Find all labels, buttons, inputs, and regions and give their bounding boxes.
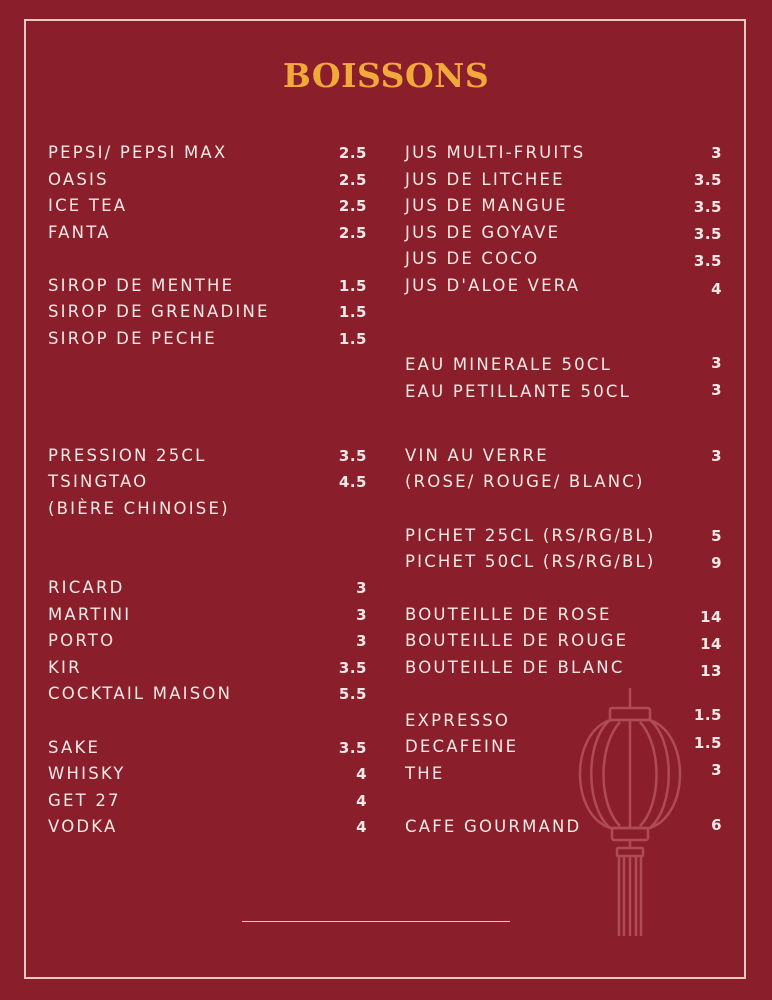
menu-item-name: JUS D'ALOE VERA: [405, 276, 581, 295]
menu-item-price: 5: [711, 527, 722, 545]
menu-item-price: 4: [711, 280, 722, 298]
menu-item-name: TSINGTAO: [48, 472, 149, 491]
menu-item-price: 5.5: [338, 685, 367, 703]
menu-item-price: 14: [700, 608, 722, 626]
menu-item-name: JUS DE COCO: [405, 249, 540, 268]
menu-item-price: 3: [356, 606, 367, 624]
menu-item-name: GET 27: [48, 791, 121, 810]
menu-item-price: 3: [711, 144, 722, 162]
menu-item-price: 1.5: [338, 277, 367, 295]
menu-item-price: 2.5: [338, 144, 367, 162]
menu-item-price: 1.5: [693, 706, 722, 724]
menu-item-name: PEPSI/ PEPSI MAX: [48, 143, 228, 162]
menu-item-price: 1.5: [338, 330, 367, 348]
menu-item-price: 3: [711, 761, 722, 779]
menu-item-price: 4: [356, 792, 367, 810]
menu-item-name: SIROP DE MENTHE: [48, 276, 235, 295]
menu-item-name: BOUTEILLE DE ROSE: [405, 605, 612, 624]
menu-item-name: COCKTAIL MAISON: [48, 684, 233, 703]
menu-item-price: 3: [356, 579, 367, 597]
menu-item-price: 2.5: [338, 224, 367, 242]
menu-item-name: DECAFEINE: [405, 737, 519, 756]
menu-item-price: 4.5: [338, 473, 367, 491]
menu-item-name: OASIS: [48, 170, 109, 189]
menu-item-price: 3: [711, 381, 722, 399]
menu-item-price: 1.5: [693, 734, 722, 752]
menu-item-price: 13: [700, 662, 722, 680]
footer-divider: [242, 921, 510, 922]
menu-item-price: 3.5: [693, 252, 722, 270]
menu-item-name: WHISKY: [48, 764, 126, 783]
menu-item-name: EAU MINERALE 50CL: [405, 355, 612, 374]
menu-item-price: 9: [711, 554, 722, 572]
menu-item-name: MARTINI: [48, 605, 132, 624]
menu-item-price: 3: [711, 447, 722, 465]
menu-item-name: SIROP DE PECHE: [48, 329, 217, 348]
menu-item-price: 2.5: [338, 171, 367, 189]
menu-item-name: BOUTEILLE DE BLANC: [405, 658, 625, 677]
menu-item-name: KIR: [48, 658, 82, 677]
menu-item-name: JUS DE LITCHEE: [405, 170, 565, 189]
menu-item-price: 3.5: [338, 659, 367, 677]
menu-item-name: VODKA: [48, 817, 118, 836]
menu-item-name: BOUTEILLE DE ROUGE: [405, 631, 629, 650]
menu-item-name: PICHET 25CL (RS/RG/BL): [405, 526, 656, 545]
menu-item-name: VIN AU VERRE: [405, 446, 549, 465]
menu-item-price: 3.5: [693, 198, 722, 216]
menu-item-price: 3.5: [693, 171, 722, 189]
menu-item-price: 1.5: [338, 303, 367, 321]
menu-item-name: JUS DE MANGUE: [405, 196, 568, 215]
menu-item-name: JUS MULTI-FRUITS: [405, 143, 586, 162]
menu-item-name: JUS DE GOYAVE: [405, 223, 561, 242]
menu-item-name: SAKE: [48, 738, 101, 757]
menu-item-price: 3.5: [338, 447, 367, 465]
menu-item-price: 2.5: [338, 197, 367, 215]
menu-item-name: PRESSION 25CL: [48, 446, 207, 465]
page-title: BOISSONS: [282, 56, 490, 95]
menu-item-note: (BIÈRE CHINOISE): [48, 499, 230, 518]
menu-item-name: THE: [405, 764, 445, 783]
menu-item-name: PICHET 50CL (RS/RG/BL): [405, 552, 656, 571]
menu-item-price: 14: [700, 635, 722, 653]
menu-item-price: 3: [711, 354, 722, 372]
menu-item-price: 3.5: [693, 225, 722, 243]
menu-item-price: 3.5: [338, 739, 367, 757]
menu-item-price: 4: [356, 818, 367, 836]
menu-item-name: EXPRESSO: [405, 711, 511, 730]
menu-item-name: CAFE GOURMAND: [405, 817, 582, 836]
menu-item-name: EAU PETILLANTE 50CL: [405, 382, 632, 401]
menu-item-name: SIROP DE GRENADINE: [48, 302, 270, 321]
menu-item-name: FANTA: [48, 223, 111, 242]
menu-item-price: 6: [711, 816, 722, 834]
menu-item-price: 4: [356, 765, 367, 783]
menu-item-name: RICARD: [48, 578, 125, 597]
menu-item-name: PORTO: [48, 631, 116, 650]
menu-item-name: ICE TEA: [48, 196, 128, 215]
menu-item-price: 3: [356, 632, 367, 650]
menu-item-note: (ROSE/ ROUGE/ BLANC): [405, 472, 645, 491]
